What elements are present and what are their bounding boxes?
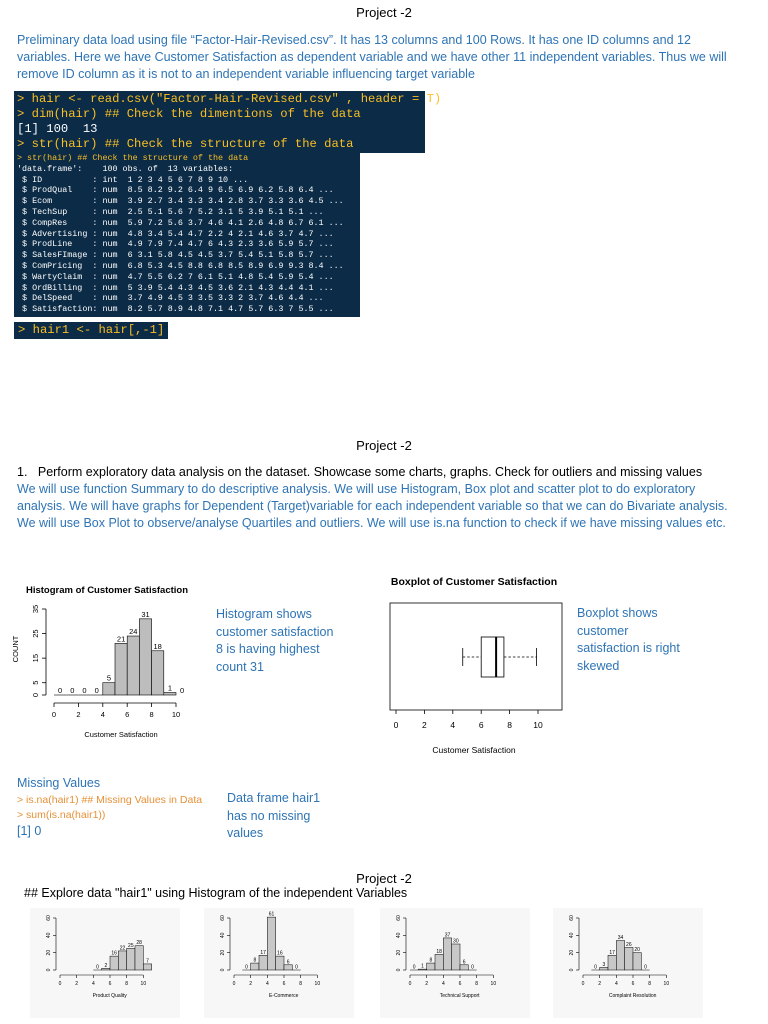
bar-label: 31	[141, 609, 150, 619]
bar-label: 21	[116, 634, 126, 644]
histogram-bar	[115, 643, 127, 695]
approach-paragraph: We will use function Summary to do descriptive analysis. We will use Histogram, Box plot and scatter plot to do exploratory analysis. We will have graphs for Dependent (Target)variable for each independent variable so that we can do Bivariate analysis. We will use Box Plot to observe/analyse Quartiles and outliers. We will use is.na function to check if we have missing values etc.	[17, 482, 728, 530]
str-line: $ Advertising : num 4.8 3.4 5.4 4.7 2.2 4 2.1 4.6 3.7 4.7 ...	[17, 228, 334, 239]
x-tick-label: 10	[314, 981, 321, 987]
histogram-bar	[143, 964, 151, 970]
x-tick-label: 4	[265, 981, 269, 987]
histogram-bar	[276, 956, 284, 970]
histogram-bar	[135, 946, 143, 970]
x-tick-label: 6	[478, 720, 484, 730]
bar-label: 7	[146, 958, 149, 965]
bar-label: 0	[471, 964, 474, 971]
histogram-bar	[259, 955, 267, 970]
bar-label: 34	[617, 935, 624, 942]
bar-label: 17	[609, 949, 615, 956]
x-tick-label: 2	[598, 981, 602, 987]
y-tick-label: 20	[396, 949, 402, 956]
page-title: Project -2	[356, 438, 412, 453]
histogram-satisfaction	[8, 577, 208, 747]
x-tick-label: 4	[441, 981, 445, 987]
bar-label: 0	[82, 686, 87, 695]
x-axis-label: E-Commerce	[268, 993, 299, 999]
bar-label: 20	[634, 947, 640, 954]
x-tick-label: 2	[425, 981, 429, 987]
page-title: Project -2	[356, 5, 412, 20]
y-tick-label: 15	[31, 653, 40, 663]
str-line: $ Satisfaction: num 8.2 5.7 8.9 4.8 7.1 4.7 5.7 6.3 7 5.5 ...	[17, 304, 334, 315]
console-line: > dim(hair) ## Check the dimentions of the data	[17, 107, 361, 121]
missing-values-block	[17, 775, 227, 840]
str-line: $ SalesFImage : num 6 3.1 5.8 4.5 4.5 3.7 5.4 5.1 5.8 5.7 ...	[17, 250, 334, 261]
bar-label: 3	[602, 961, 606, 968]
y-tick-label: 0	[396, 968, 402, 972]
bar-label: 0	[58, 686, 63, 695]
bar-label: 16	[277, 950, 283, 957]
bar-label: 6	[286, 959, 290, 966]
histogram-product-quality	[30, 908, 180, 1018]
bar-label: 25	[128, 942, 134, 949]
histogram-complaint-resolution	[553, 908, 703, 1018]
x-tick-label: 0	[393, 720, 399, 730]
y-tick-label: 60	[396, 915, 402, 921]
bar-label: 0	[412, 964, 416, 971]
histogram-bar	[103, 683, 115, 695]
bar-label: 0	[96, 964, 99, 971]
bar-label: 18	[436, 948, 442, 955]
y-tick-label: 0	[220, 968, 226, 972]
bar-label: 30	[453, 938, 459, 945]
chart-title: Boxplot of Customer Satisfaction	[390, 576, 558, 588]
x-tick-label: 10	[171, 710, 181, 719]
str-line: $ ProdLine : num 4.9 7.9 7.4 4.7 6 4.3 2.3 3.6 5.9 5.7 ...	[17, 239, 334, 250]
y-tick-label: 40	[569, 932, 575, 939]
y-tick-label: 0	[46, 968, 52, 972]
missing-cmd: > sum(is.na(hair1))	[17, 808, 106, 821]
y-axis-label: COUNT	[11, 635, 20, 663]
histogram-bar	[251, 963, 259, 970]
x-tick-label: 10	[663, 981, 670, 987]
console-block-1	[14, 91, 442, 153]
str-line: 'data.frame': 100 obs. of 13 variables:	[17, 163, 234, 174]
bar-label: 0	[70, 686, 75, 695]
x-tick-label: 0	[232, 981, 236, 987]
x-tick-label: 0	[581, 981, 585, 987]
histogram-technical-support	[380, 908, 530, 1018]
missing-result: [1] 0	[17, 823, 42, 838]
x-tick-label: 6	[631, 981, 635, 987]
explore-heading: ## Explore data "hair1" using Histogram of the independent Variables	[24, 886, 408, 900]
x-tick-label: 4	[91, 981, 95, 987]
intro-paragraph: Preliminary data load using file “Factor-Hair-Revised.csv”. It has 13 columns and 100 Rows. It has one ID columns and 12 variables. Here we have Customer Satisfaction as dependent variable and we have other 11 independent variables. Thus we will remove ID column as it is not to an independent variable influencing target variable	[17, 33, 727, 81]
str-line: $ DelSpeed : num 3.7 4.9 4.5 3 3.5 3.3 2 3.7 4.6 4.4 ...	[17, 293, 324, 304]
console-block-3	[14, 322, 168, 339]
y-tick-label: 25	[31, 629, 40, 638]
bar-label: 0	[594, 964, 597, 971]
bar-label: 0	[245, 964, 248, 971]
y-tick-label: 20	[569, 949, 575, 956]
boxplot-satisfaction	[382, 570, 568, 760]
bar-label: 8	[253, 957, 257, 964]
y-tick-label: 0	[31, 692, 40, 698]
task-line	[17, 464, 757, 481]
bar-label: 0	[295, 964, 298, 971]
x-axis-label: Customer Satisfaction	[84, 730, 158, 739]
histogram-bar	[139, 619, 151, 695]
task-number: 1.	[17, 465, 28, 479]
x-tick-label: 8	[299, 981, 303, 987]
console-line: > str(hair) ## Check the structure of the data	[17, 153, 249, 163]
bar-label: 22	[119, 945, 126, 952]
missing-heading: Missing Values	[17, 776, 101, 790]
bar-label: 2	[104, 962, 108, 969]
x-tick-label: 4	[614, 981, 618, 987]
y-tick-label: 20	[46, 949, 52, 956]
x-tick-label: 2	[422, 720, 427, 730]
str-line: $ OrdBilling : num 5 3.9 5.4 4.3 4.5 3.6 2.1 4.3 4.4 4.1 ...	[17, 282, 334, 293]
str-line: $ ComPricing : num 6.8 5.3 4.5 8.8 6.8 8.5 8.9 6.9 9.3 8.4 ...	[17, 260, 344, 271]
y-tick-label: 60	[220, 915, 226, 921]
x-tick-label: 2	[75, 981, 79, 987]
histogram-bar	[460, 965, 468, 970]
histogram-bar	[633, 953, 641, 970]
str-line: $ ProdQual : num 8.5 8.2 9.2 6.4 9 6.5 6.9 6.2 5.8 6.4 ...	[17, 185, 334, 196]
x-tick-label: 8	[149, 710, 154, 719]
histogram-bar	[616, 941, 624, 970]
x-tick-label: 10	[533, 720, 543, 730]
str-line: $ TechSup : num 2.5 5.1 5.6 7 5.2 3.1 5 3.9 5.1 5.1 ...	[17, 206, 324, 217]
console-line: > str(hair) ## Check the structure of the data	[17, 137, 354, 151]
x-tick-label: 4	[100, 710, 105, 719]
x-tick-label: 2	[249, 981, 253, 987]
histogram-e-commerce	[204, 908, 354, 1018]
bar-label: 0	[180, 686, 185, 695]
bar-label: 1	[421, 963, 424, 970]
y-tick-label: 40	[220, 932, 226, 939]
x-tick-label: 10	[490, 981, 497, 987]
histogram-bar	[164, 693, 176, 695]
console-output: [1] 100 13	[17, 122, 98, 136]
x-tick-label: 0	[51, 710, 57, 719]
histogram-bar	[608, 955, 616, 970]
bar-label: 17	[260, 949, 266, 956]
bar-label: 26	[626, 941, 632, 948]
x-tick-label: 8	[648, 981, 652, 987]
x-axis-label: Customer Satisfaction	[432, 745, 516, 755]
missing-cmd: > is.na(hair1) ## Missing Values in Data	[17, 793, 203, 806]
chart-title: Histogram of Customer Satisfaction	[25, 585, 189, 596]
histogram-bar	[427, 963, 435, 970]
page-title: Project -2	[356, 871, 412, 886]
x-tick-label: 0	[58, 981, 62, 987]
task-text: Perform exploratory data analysis on the dataset. Showcase some charts, graphs. Check for outliers and missing values	[37, 465, 703, 479]
y-tick-label: 5	[31, 680, 40, 685]
box	[481, 637, 504, 677]
y-tick-label: 35	[31, 604, 40, 614]
histogram-bar	[127, 636, 139, 695]
str-output	[17, 164, 357, 315]
histogram-bar	[267, 917, 275, 970]
bar-label: 37	[444, 932, 451, 939]
histogram-bar	[435, 954, 443, 970]
bar-label: 8	[429, 957, 433, 964]
histogram-bar	[452, 944, 460, 970]
bar-label: 0	[644, 964, 647, 971]
x-tick-label: 8	[507, 720, 512, 730]
str-line: $ Ecom : num 3.9 2.7 3.4 3.3 3.4 2.8 3.7 3.3 3.6 4.5 ...	[17, 196, 344, 207]
boxplot-note: Boxplot shows customer satisfaction is right skewed	[577, 606, 680, 673]
bar-label: 5	[106, 673, 111, 683]
y-tick-label: 60	[569, 915, 575, 921]
x-tick-label: 8	[125, 981, 129, 987]
y-tick-label: 60	[46, 915, 52, 921]
x-axis-label: Complaint Resolution	[608, 993, 657, 999]
console-line: > hair1 <- hair[,-1]	[18, 323, 165, 337]
bar-label: 24	[129, 627, 138, 637]
histogram-bar	[110, 956, 118, 970]
x-axis-label: Technical Support	[439, 993, 480, 999]
str-line: $ ID : int 1 2 3 4 5 6 7 8 9 10 ...	[17, 174, 249, 185]
bar-label: 28	[136, 940, 142, 947]
histogram-bar	[127, 948, 135, 970]
bar-label: 16	[111, 950, 117, 957]
x-tick-label: 2	[76, 710, 81, 719]
x-tick-label: 8	[475, 981, 479, 987]
histogram-bar	[152, 651, 164, 695]
x-tick-label: 6	[108, 981, 112, 987]
histogram-note: Histogram shows customer satisfaction 8 is having highest count 31	[216, 607, 334, 674]
x-axis-label: Product Quality	[92, 993, 127, 999]
x-tick-label: 4	[450, 720, 456, 730]
histogram-bar	[443, 938, 451, 970]
bar-label: 6	[462, 959, 466, 966]
console-line: > hair <- read.csv("Factor-Hair-Revised.csv" , header = T)	[17, 92, 442, 106]
x-tick-label: 6	[458, 981, 462, 987]
y-tick-label: 40	[396, 932, 402, 939]
y-tick-label: 0	[569, 968, 575, 972]
str-line: $ WartyClaim : num 4.7 5.5 6.2 7 6.1 5.1 4.8 5.4 5.9 5.4 ...	[17, 271, 334, 282]
x-tick-label: 6	[125, 710, 130, 719]
histogram-bar	[284, 965, 292, 970]
y-tick-label: 20	[220, 949, 226, 956]
bar-label: 18	[153, 641, 162, 651]
bar-label: 0	[94, 686, 99, 695]
bar-label: 1	[167, 683, 172, 693]
x-tick-label: 0	[408, 981, 412, 987]
histogram-bar	[118, 951, 126, 970]
bar-label: 61	[268, 911, 275, 918]
x-tick-label: 10	[140, 981, 147, 987]
y-tick-label: 40	[46, 932, 52, 939]
x-tick-label: 6	[282, 981, 286, 987]
missing-note: Data frame hair1 has no missing values	[227, 791, 321, 840]
console-block-str	[14, 151, 360, 317]
str-line: $ CompRes : num 5.9 7.2 5.6 3.7 4.6 4.1 2.6 4.8 6.7 6.1 ...	[17, 217, 344, 228]
histogram-bar	[625, 947, 633, 970]
